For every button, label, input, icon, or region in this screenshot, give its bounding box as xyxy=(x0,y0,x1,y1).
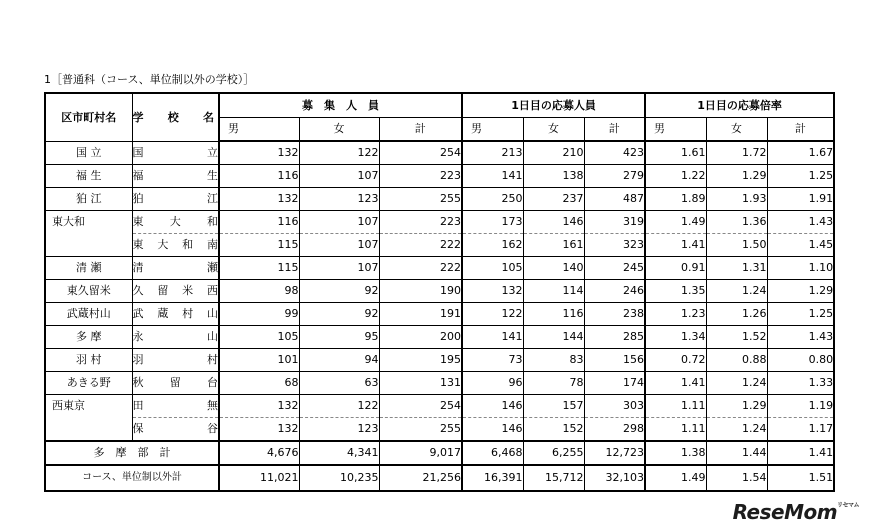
table-row xyxy=(45,303,834,326)
value-cell: 1.43 xyxy=(767,326,834,349)
value-cell: 1.41 xyxy=(767,441,834,465)
value-cell: 195 xyxy=(379,349,462,372)
value-cell: 200 xyxy=(379,326,462,349)
school-name-char: 大 xyxy=(157,238,169,251)
school-name-char: 東 xyxy=(132,238,144,251)
subtotal-row xyxy=(45,441,834,465)
value-cell: 1.10 xyxy=(767,257,834,280)
value-cell: 132 xyxy=(219,395,299,418)
school-name-char: 田 xyxy=(132,399,144,412)
value-cell: 123 xyxy=(299,188,379,211)
value-cell: 1.93 xyxy=(706,188,767,211)
value-cell: 161 xyxy=(523,234,584,257)
school-name-char: 羽 xyxy=(132,353,144,366)
value-cell: 4,341 xyxy=(299,441,379,465)
ku-name: 国 立 xyxy=(45,141,132,165)
ku-name: 福 生 xyxy=(45,165,132,188)
value-cell: 191 xyxy=(379,303,462,326)
value-cell: 146 xyxy=(462,395,523,418)
value-cell: 1.25 xyxy=(767,303,834,326)
school-name-char: 清 xyxy=(132,261,144,274)
table-row xyxy=(45,418,834,442)
school-name-char: 永 xyxy=(132,330,144,343)
value-cell: 1.51 xyxy=(767,465,834,491)
header-ratio: 1日目の応募倍率 xyxy=(645,93,834,118)
value-cell: 156 xyxy=(584,349,645,372)
table-row xyxy=(45,395,834,418)
value-cell: 78 xyxy=(523,372,584,395)
value-cell: 92 xyxy=(299,280,379,303)
header-male: 男 xyxy=(645,118,706,142)
header-total: 計 xyxy=(379,118,462,142)
header-male: 男 xyxy=(462,118,523,142)
school-name xyxy=(132,141,219,165)
value-cell: 99 xyxy=(219,303,299,326)
value-cell: 237 xyxy=(523,188,584,211)
school-name-char: 大 xyxy=(169,215,181,228)
value-cell: 222 xyxy=(379,257,462,280)
ku-name: 羽 村 xyxy=(45,349,132,372)
value-cell: 132 xyxy=(219,141,299,165)
table-caption: 1［普通科（コース、単位制以外の学校）］ xyxy=(44,73,255,86)
school-name xyxy=(132,303,219,326)
value-cell: 10,235 xyxy=(299,465,379,491)
value-cell: 1.45 xyxy=(767,234,834,257)
value-cell: 1.50 xyxy=(706,234,767,257)
value-cell: 146 xyxy=(462,418,523,442)
value-cell: 323 xyxy=(584,234,645,257)
table-row xyxy=(45,349,834,372)
value-cell: 1.26 xyxy=(706,303,767,326)
value-cell: 107 xyxy=(299,257,379,280)
header-male: 男 xyxy=(219,118,299,142)
value-cell: 144 xyxy=(523,326,584,349)
header-total: 計 xyxy=(767,118,834,142)
value-cell: 210 xyxy=(523,141,584,165)
value-cell: 15,712 xyxy=(523,465,584,491)
ku-name: あきる野 xyxy=(45,372,132,395)
table-row xyxy=(45,372,834,395)
value-cell: 6,255 xyxy=(523,441,584,465)
school-name-char: 国 xyxy=(132,145,144,159)
value-cell: 1.29 xyxy=(767,280,834,303)
value-cell: 11,021 xyxy=(219,465,299,491)
value-cell: 1.89 xyxy=(645,188,706,211)
school-name-char: 山 xyxy=(207,330,218,343)
school-name xyxy=(132,372,219,395)
value-cell: 107 xyxy=(299,165,379,188)
table-row xyxy=(45,257,834,280)
school-name-char: 江 xyxy=(207,192,218,205)
total-row xyxy=(45,465,834,491)
value-cell: 122 xyxy=(299,395,379,418)
value-cell: 132 xyxy=(219,188,299,211)
value-cell: 1.34 xyxy=(645,326,706,349)
value-cell: 1.35 xyxy=(645,280,706,303)
value-cell: 285 xyxy=(584,326,645,349)
school-name xyxy=(132,211,219,234)
value-cell: 1.67 xyxy=(767,141,834,165)
value-cell: 141 xyxy=(462,326,523,349)
value-cell: 1.49 xyxy=(645,211,706,234)
value-cell: 101 xyxy=(219,349,299,372)
ku-name: 多 摩 xyxy=(45,326,132,349)
value-cell: 190 xyxy=(379,280,462,303)
value-cell: 1.44 xyxy=(706,441,767,465)
value-cell: 1.43 xyxy=(767,211,834,234)
value-cell: 107 xyxy=(299,234,379,257)
school-name-char: 東 xyxy=(132,215,144,228)
school-name-char: 谷 xyxy=(207,422,218,435)
value-cell: 9,017 xyxy=(379,441,462,465)
table-row xyxy=(45,234,834,257)
value-cell: 1.41 xyxy=(645,372,706,395)
value-cell: 254 xyxy=(379,395,462,418)
value-cell: 132 xyxy=(462,280,523,303)
value-cell: 21,256 xyxy=(379,465,462,491)
school-name-char: 秋 xyxy=(132,376,144,389)
table-row xyxy=(45,141,834,165)
value-cell: 0.91 xyxy=(645,257,706,280)
value-cell: 223 xyxy=(379,211,462,234)
school-name-char: 留 xyxy=(157,284,169,297)
value-cell: 1.22 xyxy=(645,165,706,188)
ku-name: 東大和 xyxy=(45,211,132,257)
value-cell: 223 xyxy=(379,165,462,188)
table-row xyxy=(45,188,834,211)
value-cell: 132 xyxy=(219,418,299,442)
value-cell: 1.49 xyxy=(645,465,706,491)
value-cell: 63 xyxy=(299,372,379,395)
value-cell: 105 xyxy=(462,257,523,280)
value-cell: 319 xyxy=(584,211,645,234)
ku-name: 清 瀬 xyxy=(45,257,132,280)
value-cell: 238 xyxy=(584,303,645,326)
value-cell: 1.11 xyxy=(645,395,706,418)
school-name-char: 米 xyxy=(182,284,194,297)
value-cell: 255 xyxy=(379,188,462,211)
value-cell: 1.36 xyxy=(706,211,767,234)
value-cell: 138 xyxy=(523,165,584,188)
school-name xyxy=(132,257,219,280)
value-cell: 174 xyxy=(584,372,645,395)
value-cell: 4,676 xyxy=(219,441,299,465)
value-cell: 73 xyxy=(462,349,523,372)
value-cell: 1.24 xyxy=(706,418,767,442)
school-name-char: 和 xyxy=(207,215,218,228)
header-total: 計 xyxy=(584,118,645,142)
header-school xyxy=(132,93,219,141)
school-name xyxy=(132,395,219,418)
value-cell: 279 xyxy=(584,165,645,188)
value-cell: 1.23 xyxy=(645,303,706,326)
school-name xyxy=(132,234,219,257)
value-cell: 32,103 xyxy=(584,465,645,491)
application-table xyxy=(44,92,835,492)
value-cell: 298 xyxy=(584,418,645,442)
school-name-char: 無 xyxy=(207,399,218,412)
header-school-char: 名 xyxy=(203,110,214,124)
value-cell: 487 xyxy=(584,188,645,211)
value-cell: 146 xyxy=(523,211,584,234)
value-cell: 68 xyxy=(219,372,299,395)
value-cell: 0.72 xyxy=(645,349,706,372)
school-name-char: 西 xyxy=(206,284,218,297)
value-cell: 83 xyxy=(523,349,584,372)
school-name-char: 山 xyxy=(206,307,218,320)
value-cell: 173 xyxy=(462,211,523,234)
value-cell: 116 xyxy=(219,211,299,234)
header-ku: 区市町村名 xyxy=(45,93,132,141)
school-name xyxy=(132,349,219,372)
value-cell: 107 xyxy=(299,211,379,234)
value-cell: 1.54 xyxy=(706,465,767,491)
value-cell: 162 xyxy=(462,234,523,257)
value-cell: 16,391 xyxy=(462,465,523,491)
value-cell: 12,723 xyxy=(584,441,645,465)
school-name-char: 村 xyxy=(182,307,194,320)
value-cell: 1.25 xyxy=(767,165,834,188)
total-label: コース、単位制以外計 xyxy=(45,465,219,491)
ku-name: 東久留米 xyxy=(45,280,132,303)
school-name-char: 台 xyxy=(207,376,218,389)
school-name-char: 久 xyxy=(132,284,144,297)
value-cell: 1.41 xyxy=(645,234,706,257)
school-name-char: 留 xyxy=(169,376,181,389)
header-school-char: 校 xyxy=(167,110,179,124)
school-name xyxy=(132,165,219,188)
school-name-char: 和 xyxy=(182,238,194,251)
value-cell: 96 xyxy=(462,372,523,395)
school-name xyxy=(132,418,219,442)
value-cell: 6,468 xyxy=(462,441,523,465)
header-female: 女 xyxy=(706,118,767,142)
ku-name: 狛 江 xyxy=(45,188,132,211)
school-name-char: 武 xyxy=(132,307,144,320)
value-cell: 152 xyxy=(523,418,584,442)
value-cell: 140 xyxy=(523,257,584,280)
value-cell: 1.33 xyxy=(767,372,834,395)
value-cell: 0.88 xyxy=(706,349,767,372)
header-applicants: 1日目の応募人員 xyxy=(462,93,645,118)
value-cell: 1.24 xyxy=(706,372,767,395)
resemom-logo: ReseMom$^{リセマム}$ xyxy=(732,500,859,524)
school-name-char: 保 xyxy=(132,422,144,435)
value-cell: 423 xyxy=(584,141,645,165)
table-row xyxy=(45,280,834,303)
value-cell: 1.29 xyxy=(706,395,767,418)
value-cell: 157 xyxy=(523,395,584,418)
school-name xyxy=(132,188,219,211)
value-cell: 141 xyxy=(462,165,523,188)
value-cell: 92 xyxy=(299,303,379,326)
value-cell: 105 xyxy=(219,326,299,349)
table-row xyxy=(45,326,834,349)
value-cell: 122 xyxy=(299,141,379,165)
header-female: 女 xyxy=(523,118,584,142)
school-name xyxy=(132,280,219,303)
value-cell: 213 xyxy=(462,141,523,165)
value-cell: 114 xyxy=(523,280,584,303)
table-row xyxy=(45,165,834,188)
header-recruit: 募 集 人 員 xyxy=(219,93,462,118)
value-cell: 1.72 xyxy=(706,141,767,165)
value-cell: 1.52 xyxy=(706,326,767,349)
school-name-char: 狛 xyxy=(132,192,144,205)
school-name-char: 立 xyxy=(207,145,218,159)
school-name-char: 村 xyxy=(207,353,218,366)
value-cell: 245 xyxy=(584,257,645,280)
value-cell: 1.91 xyxy=(767,188,834,211)
table-row xyxy=(45,211,834,234)
value-cell: 222 xyxy=(379,234,462,257)
school-name-char: 生 xyxy=(207,169,218,182)
subtotal-label: 多 摩 部 計 xyxy=(45,441,219,465)
value-cell: 1.38 xyxy=(645,441,706,465)
value-cell: 0.80 xyxy=(767,349,834,372)
value-cell: 246 xyxy=(584,280,645,303)
header-school-char: 学 xyxy=(132,110,144,124)
value-cell: 1.61 xyxy=(645,141,706,165)
value-cell: 1.29 xyxy=(706,165,767,188)
value-cell: 1.19 xyxy=(767,395,834,418)
value-cell: 94 xyxy=(299,349,379,372)
value-cell: 1.31 xyxy=(706,257,767,280)
school-name-char: 南 xyxy=(206,238,218,251)
value-cell: 98 xyxy=(219,280,299,303)
value-cell: 123 xyxy=(299,418,379,442)
school-name-char: 蔵 xyxy=(157,307,169,320)
value-cell: 303 xyxy=(584,395,645,418)
value-cell: 131 xyxy=(379,372,462,395)
value-cell: 95 xyxy=(299,326,379,349)
school-name-char: 瀬 xyxy=(207,261,218,274)
value-cell: 250 xyxy=(462,188,523,211)
value-cell: 115 xyxy=(219,234,299,257)
school-name-char: 福 xyxy=(132,169,144,182)
ku-name: 武蔵村山 xyxy=(45,303,132,326)
value-cell: 255 xyxy=(379,418,462,442)
value-cell: 115 xyxy=(219,257,299,280)
value-cell: 116 xyxy=(219,165,299,188)
value-cell: 1.24 xyxy=(706,280,767,303)
ku-name: 西東京 xyxy=(45,395,132,442)
value-cell: 1.17 xyxy=(767,418,834,442)
value-cell: 254 xyxy=(379,141,462,165)
school-name xyxy=(132,326,219,349)
value-cell: 122 xyxy=(462,303,523,326)
value-cell: 1.11 xyxy=(645,418,706,442)
value-cell: 116 xyxy=(523,303,584,326)
header-female: 女 xyxy=(299,118,379,142)
